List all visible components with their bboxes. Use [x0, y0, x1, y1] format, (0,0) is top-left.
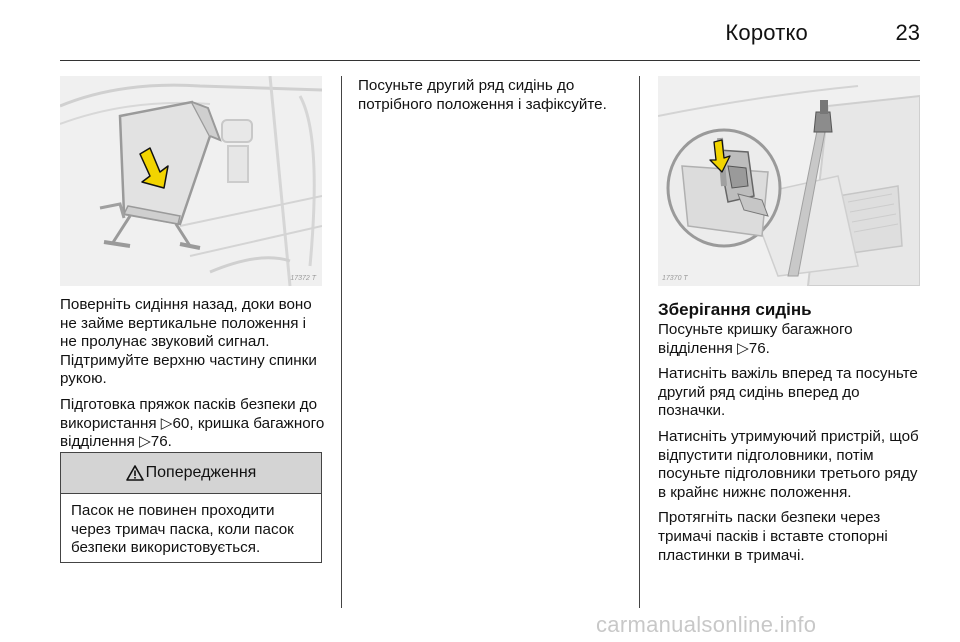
warning-header — [61, 453, 321, 494]
column-divider-1 — [341, 76, 342, 608]
warning-icon — [126, 465, 144, 481]
column-divider-2 — [639, 76, 640, 608]
right-column-text — [658, 300, 924, 565]
warning-title: Попередження — [145, 464, 257, 481]
left-column-text — [60, 296, 326, 452]
text-span: , кришка багажного відділення — [60, 414, 325, 451]
figure-number: 17372 T — [290, 275, 316, 282]
paragraph: Натисніть утримуючий пристрій, щоб відпустити підголовники, потім посуньте підголовники третього ряду в крайнє нижнє положення. — [658, 427, 919, 501]
seat-illustration — [60, 76, 322, 286]
text-span: . — [167, 433, 172, 451]
middle-column-text — [358, 77, 630, 114]
reference-arrow-icon: ▷ — [139, 433, 151, 451]
page-reference[interactable]: 76 — [748, 339, 766, 357]
page-title: Коротко — [725, 20, 808, 45]
page-reference[interactable]: 76 — [150, 433, 168, 451]
page-number: 23 — [895, 20, 920, 45]
watermark: carmanualsonline.info — [596, 612, 817, 637]
text-span: Посуньте кришку багажного відділення — [658, 321, 853, 357]
seatbelt-illustration — [658, 76, 920, 286]
section-heading: Зберігання сидінь — [658, 300, 812, 319]
paragraph: Поверніть сидіння назад, доки воно не займе вертикальне положення і не пролунає звуковий сигнал. Підтримуйте верхню частину спинки рукою. — [60, 296, 317, 388]
paragraph: Посуньте другий ряд сидінь до потрібного положення і зафіксуйте. — [358, 77, 607, 113]
warning-text: Пасок не повинен проходити через тримач паска, коли пасок безпеки використовується. — [71, 502, 294, 557]
reference-arrow-icon: ▷ — [737, 339, 749, 357]
text-span: Підготовка пряжок пасків безпеки до використання — [60, 395, 318, 432]
figure-number: 17370 T — [662, 275, 688, 282]
header-divider — [60, 60, 920, 61]
paragraph: Натисніть важіль вперед та посуньте другий ряд сидінь вперед до позначки. — [658, 365, 918, 420]
reference-arrow-icon: ▷ — [160, 414, 173, 432]
warning-box — [60, 452, 322, 563]
paragraph — [60, 396, 326, 452]
page-reference[interactable]: 60 — [172, 414, 190, 432]
paragraph — [658, 321, 924, 358]
text-span: . — [765, 339, 770, 357]
paragraph: Протягніть паски безпеки через тримачі пасків і вставте стопорні пластинки в тримачі. — [658, 509, 888, 564]
